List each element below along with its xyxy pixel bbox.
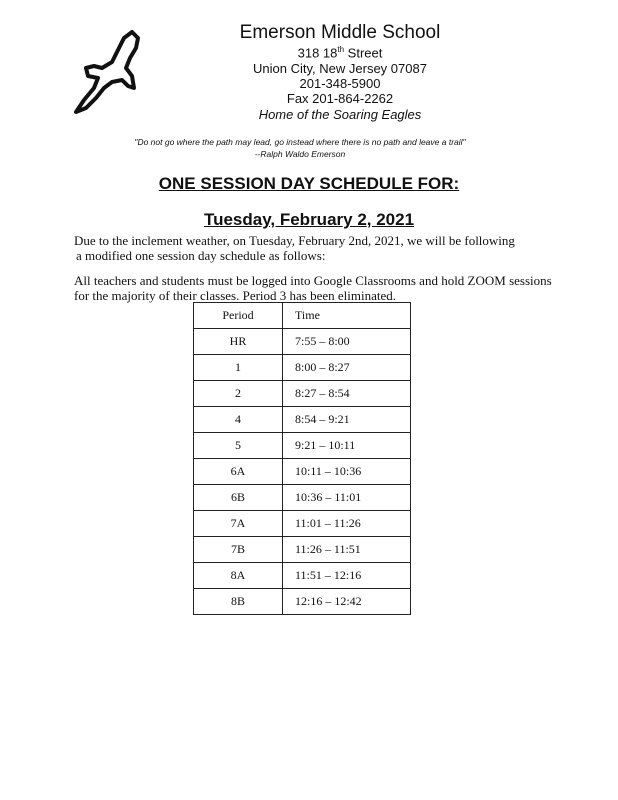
street-suffix: th	[337, 45, 345, 54]
table-row	[194, 589, 411, 615]
street-name: Street	[344, 45, 383, 61]
notice-line: a modified one session day schedule as follows:	[76, 248, 326, 263]
notice-line: Due to the inclement weather, on Tuesday, February 2nd, 2021, we will be following	[74, 233, 515, 248]
table-row	[194, 563, 411, 589]
time-cell: 10:11 – 10:36	[283, 459, 411, 485]
table-row	[194, 381, 411, 407]
schedule-table	[193, 302, 411, 615]
period-cell: 1	[194, 355, 283, 381]
time-cell: 8:00 – 8:27	[283, 355, 411, 381]
classroom-notice	[74, 273, 552, 303]
period-cell: 8B	[194, 589, 283, 615]
school-fax: Fax 201-864-2262	[286, 91, 394, 106]
table-row	[194, 485, 411, 511]
time-cell: 10:36 – 11:01	[283, 485, 411, 511]
weather-notice	[74, 233, 515, 263]
time-cell: 8:54 – 9:21	[283, 407, 411, 433]
eagle-logo-icon	[72, 28, 142, 118]
period-cell: 7A	[194, 511, 283, 537]
time-cell: 12:16 – 12:42	[283, 589, 411, 615]
table-row	[194, 355, 411, 381]
table-row	[194, 433, 411, 459]
time-cell: 11:26 – 11:51	[283, 537, 411, 563]
schedule-date: Tuesday, February 2, 2021	[203, 210, 415, 229]
school-street	[140, 45, 540, 60]
table-row	[194, 329, 411, 355]
table-row	[194, 537, 411, 563]
period-cell: 4	[194, 407, 283, 433]
time-cell: 11:51 – 12:16	[283, 563, 411, 589]
school-city: Union City, New Jersey 07087	[253, 61, 427, 76]
time-cell: 8:27 – 8:54	[283, 381, 411, 407]
time-cell: 11:01 – 11:26	[283, 511, 411, 537]
header-time: Time	[283, 303, 411, 329]
school-motto: Home of the Soaring Eagles	[258, 107, 422, 122]
time-cell: 7:55 – 8:00	[283, 329, 411, 355]
table-row	[194, 459, 411, 485]
table-row	[194, 407, 411, 433]
school-name: Emerson Middle School	[239, 22, 441, 43]
notice-line: for the majority of their classes. Period 3 has been eliminated.	[74, 288, 397, 303]
quote: "Do not go where the path may lead, go instead where there is no path and leave a trail"	[134, 137, 466, 147]
period-cell: 6B	[194, 485, 283, 511]
period-cell: 7B	[194, 537, 283, 563]
street-number: 318 18	[297, 45, 338, 61]
notice-line: All teachers and students must be logged into Google Classrooms and hold ZOOM sessions	[74, 273, 552, 288]
period-cell: 5	[194, 433, 283, 459]
quote-author: --Ralph Waldo Emerson	[254, 149, 346, 159]
table-header-row	[194, 303, 411, 329]
period-cell: HR	[194, 329, 283, 355]
period-cell: 6A	[194, 459, 283, 485]
period-cell: 2	[194, 381, 283, 407]
table-row	[194, 511, 411, 537]
school-phone: 201-348-5900	[299, 76, 381, 91]
header-period: Period	[194, 303, 283, 329]
time-cell: 9:21 – 10:11	[283, 433, 411, 459]
period-cell: 8A	[194, 563, 283, 589]
page-title: ONE SESSION DAY SCHEDULE FOR:	[158, 174, 460, 193]
